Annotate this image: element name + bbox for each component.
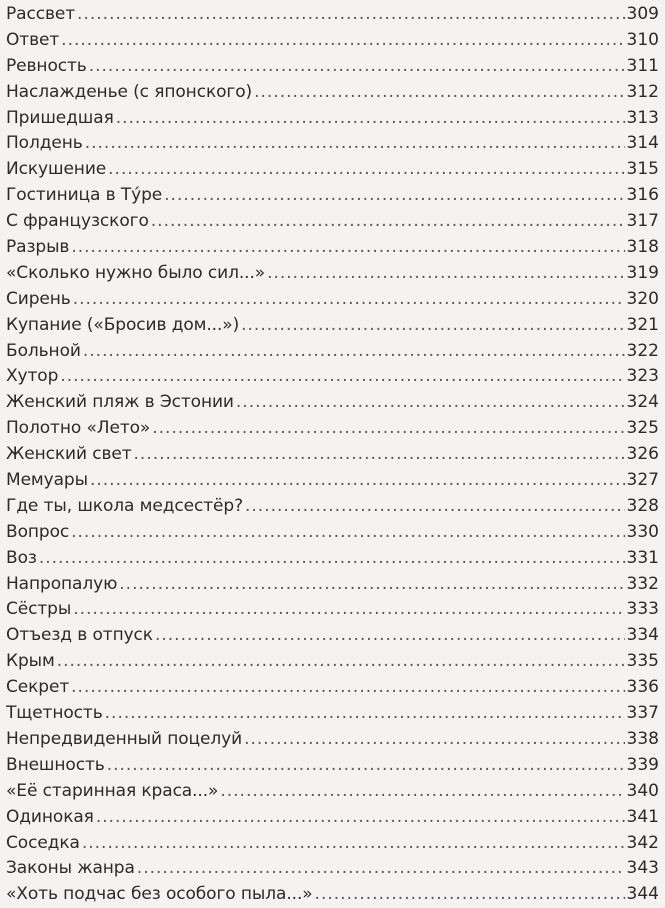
toc-entry-page-number: 317 [626, 211, 659, 232]
toc-dot-leader [236, 390, 625, 416]
toc-entry-title: Соседка [6, 832, 80, 853]
toc-entry [6, 882, 659, 908]
toc-entry [6, 572, 659, 598]
toc-entry-title: Разрыв [6, 237, 70, 258]
toc-entry [6, 54, 659, 80]
toc-entry-title: Мемуары [6, 470, 88, 491]
toc-dot-leader [73, 287, 625, 313]
toc-dot-leader [71, 235, 624, 261]
toc-dot-leader [39, 546, 625, 572]
toc-entry [6, 287, 659, 313]
toc-entry [6, 546, 659, 572]
toc-entry [6, 416, 659, 442]
toc-entry [6, 753, 659, 779]
toc-entry-page-number: 335 [626, 651, 659, 672]
toc-dot-leader [137, 856, 625, 882]
toc-entry [6, 675, 659, 701]
toc-dot-leader [83, 339, 625, 365]
toc-entry-page-number: 330 [626, 521, 659, 542]
toc-entry-title: Где ты, школа медсестёр? [6, 495, 243, 516]
toc-entry-title: Женский свет [6, 444, 132, 465]
toc-entry [6, 520, 659, 546]
toc-dot-leader [60, 364, 624, 390]
toc-dot-leader [77, 2, 625, 28]
toc-dot-leader [96, 805, 625, 831]
toc-entry-title: Гостиница в Ту́ре [6, 185, 163, 206]
toc-dot-leader [107, 753, 625, 779]
toc-entry-title: Купание («Бросив дом...») [6, 314, 240, 335]
toc-entry [6, 494, 659, 520]
toc-entry [6, 727, 659, 753]
toc-dot-leader [267, 261, 624, 287]
toc-list [0, 2, 665, 908]
toc-entry [6, 805, 659, 831]
toc-entry [6, 442, 659, 468]
toc-entry-page-number: 342 [626, 832, 659, 853]
toc-dot-leader [134, 442, 625, 468]
toc-entry [6, 831, 659, 857]
toc-entry-title: Сёстры [6, 599, 72, 620]
toc-entry-page-number: 314 [626, 133, 659, 154]
toc-entry-page-number: 311 [626, 55, 659, 76]
toc-entry-page-number: 315 [626, 159, 659, 180]
toc-dot-leader [244, 727, 624, 753]
toc-dot-leader [315, 882, 625, 908]
toc-entry [6, 106, 659, 132]
toc-dot-leader [90, 468, 625, 494]
toc-entry [6, 80, 659, 106]
toc-entry-page-number: 334 [626, 625, 659, 646]
toc-entry-page-number: 339 [626, 754, 659, 775]
toc-entry-page-number: 337 [626, 703, 659, 724]
toc-dot-leader [241, 313, 624, 339]
toc-entry [6, 779, 659, 805]
toc-entry-title: Хутор [6, 366, 59, 387]
toc-entry-page-number: 326 [626, 444, 659, 465]
toc-entry-title: Воз [6, 547, 37, 568]
toc-dot-leader [82, 831, 625, 857]
toc-entry-title: Законы жанра [6, 858, 135, 879]
toc-entry-title: Отъезд в отпуск [6, 625, 153, 646]
toc-entry-page-number: 325 [626, 418, 659, 439]
toc-entry-title: Тщетность [6, 703, 103, 724]
toc-entry-title: Вопрос [6, 521, 70, 542]
toc-dot-leader [57, 649, 625, 675]
toc-entry-page-number: 344 [626, 884, 659, 905]
toc-entry-title: Рассвет [6, 4, 76, 24]
toc-entry [6, 261, 659, 287]
toc-entry-page-number: 313 [626, 107, 659, 128]
toc-entry-title: Внешность [6, 754, 105, 775]
toc-entry [6, 131, 659, 157]
toc-entry-title: Больной [6, 340, 81, 361]
toc-entry-title: Ответ [6, 29, 60, 50]
toc-dot-leader [164, 183, 624, 209]
toc-entry [6, 235, 659, 261]
toc-entry-title: Наслажденье (с японского) [6, 81, 253, 102]
toc-entry-page-number: 331 [626, 547, 659, 568]
toc-entry-page-number: 321 [626, 314, 659, 335]
toc-dot-leader [245, 494, 625, 520]
toc-entry-title: С французского [6, 211, 149, 232]
toc-entry-page-number: 340 [626, 780, 659, 801]
toc-dot-leader [73, 597, 624, 623]
toc-entry [6, 183, 659, 209]
toc-entry-page-number: 318 [626, 237, 659, 258]
toc-dot-leader [89, 54, 625, 80]
toc-entry-title: Секрет [6, 677, 70, 698]
toc-entry-title: Полдень [6, 133, 83, 154]
toc-dot-leader [119, 572, 624, 598]
toc-dot-leader [151, 209, 625, 235]
toc-entry [6, 28, 659, 54]
toc-entry [6, 701, 659, 727]
toc-entry [6, 339, 659, 365]
toc-dot-leader [155, 623, 625, 649]
toc-entry-page-number: 319 [626, 262, 659, 283]
toc-dot-leader [152, 416, 624, 442]
toc-dot-leader [71, 520, 624, 546]
toc-dot-leader [71, 675, 624, 701]
toc-dot-leader [85, 131, 625, 157]
toc-entry-title: Напропалую [6, 573, 118, 594]
toc-entry-page-number: 322 [626, 340, 659, 361]
toc-dot-leader [116, 106, 625, 132]
toc-entry-title: Женский пляж в Эстонии [6, 392, 234, 413]
toc-entry-title: «Её старинная краса...» [6, 780, 219, 801]
toc-entry [6, 2, 659, 28]
toc-dot-leader [220, 779, 624, 805]
toc-entry [6, 390, 659, 416]
toc-entry-title: «Сколько нужно было сил...» [6, 262, 266, 283]
toc-entry [6, 468, 659, 494]
toc-entry [6, 157, 659, 183]
toc-dot-leader [254, 80, 624, 106]
toc-entry-page-number: 328 [626, 495, 659, 516]
toc-entry-title: Искушение [6, 159, 107, 180]
toc-entry-page-number: 336 [626, 677, 659, 698]
toc-entry-title: Сирень [6, 288, 71, 309]
toc-entry-page-number: 320 [626, 288, 659, 309]
toc-entry-page-number: 338 [626, 728, 659, 749]
toc-dot-leader [105, 701, 625, 727]
toc-entry-page-number: 324 [626, 392, 659, 413]
toc-entry-title: Непредвиденный поцелуй [6, 728, 243, 749]
toc-entry [6, 623, 659, 649]
toc-entry-page-number: 332 [626, 573, 659, 594]
toc-entry-page-number: 309 [626, 4, 659, 24]
toc-entry [6, 313, 659, 339]
toc-entry-title: Ревность [6, 55, 87, 76]
toc-entry-page-number: 333 [626, 599, 659, 620]
toc-entry-page-number: 316 [626, 185, 659, 206]
toc-entry-page-number: 341 [626, 806, 659, 827]
toc-entry-page-number: 343 [626, 858, 659, 879]
toc-entry-title: Одинокая [6, 806, 94, 827]
toc-entry-page-number: 327 [626, 470, 659, 491]
toc-dot-leader [108, 157, 624, 183]
toc-entry-page-number: 310 [626, 29, 659, 50]
toc-entry [6, 856, 659, 882]
toc-entry-title: Пришедшая [6, 107, 114, 128]
toc-entry-title: Полотно «Лето» [6, 418, 151, 439]
toc-entry-page-number: 323 [626, 366, 659, 387]
toc-entry-title: «Хоть подчас без особого пыла...» [6, 884, 313, 905]
toc-entry [6, 597, 659, 623]
toc-entry-page-number: 312 [626, 81, 659, 102]
toc-entry-title: Крым [6, 651, 55, 672]
toc-entry [6, 649, 659, 675]
toc-entry [6, 364, 659, 390]
toc-entry [6, 209, 659, 235]
toc-dot-leader [61, 28, 624, 54]
